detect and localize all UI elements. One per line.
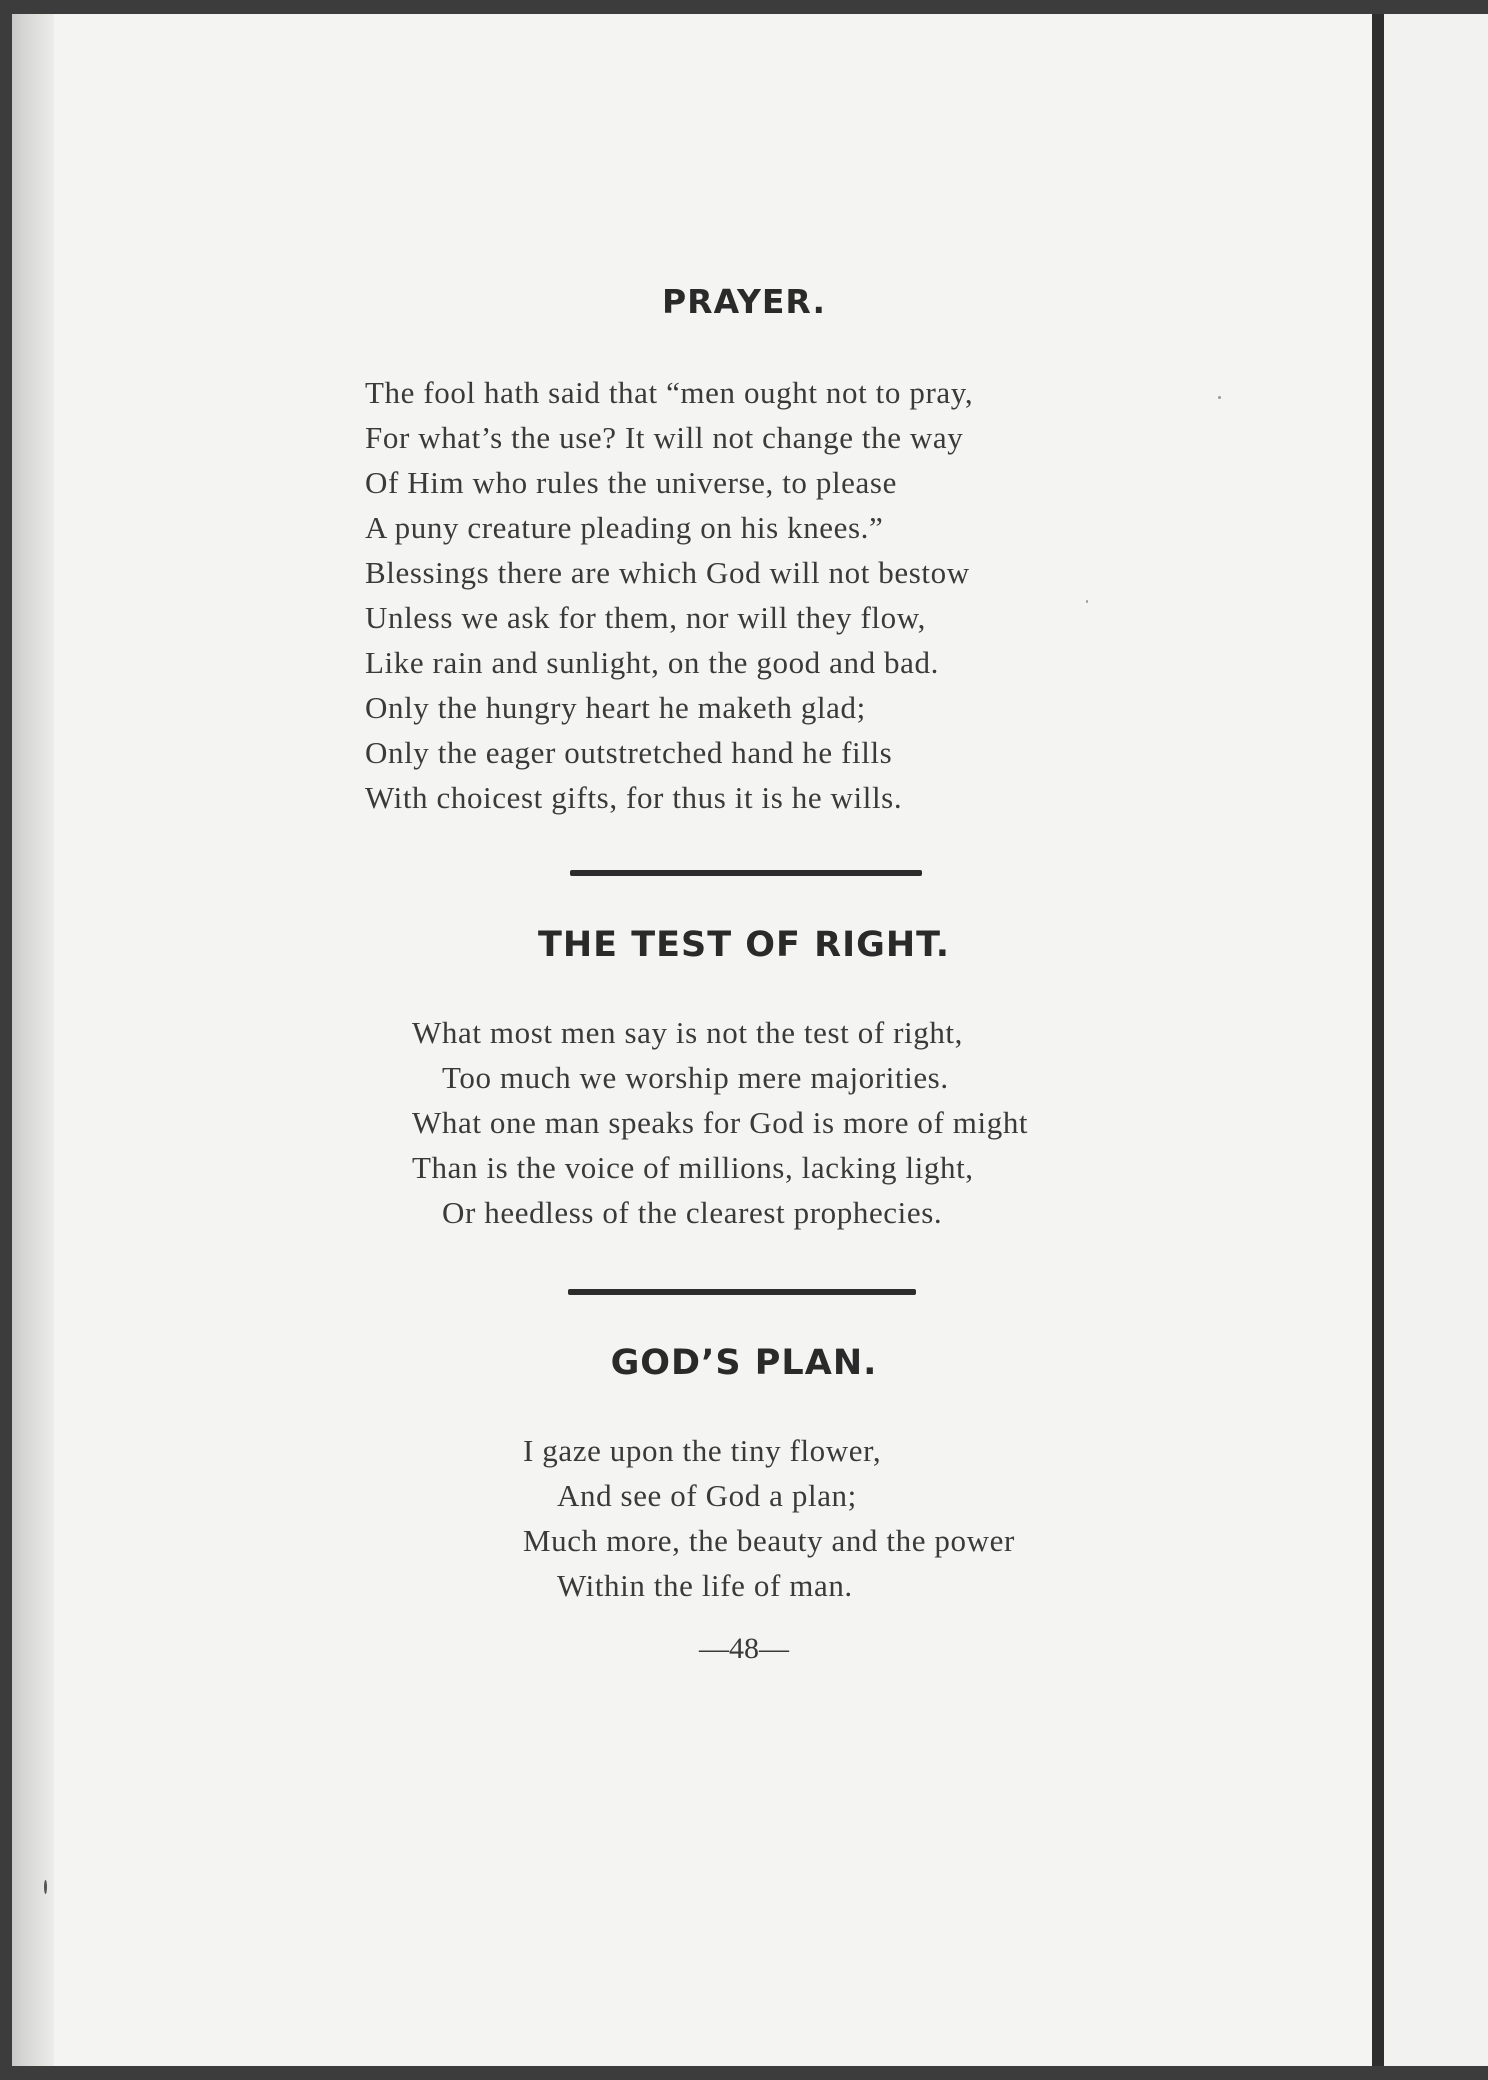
poem-line: Of Him who rules the universe, to please [365, 465, 897, 500]
poem-title-test-of-right: THE TEST OF RIGHT. [537, 925, 950, 965]
poem-line: A puny creature pleading on his knees.” [365, 510, 884, 545]
poem-line: Like rain and sunlight, on the good and bad. [365, 645, 939, 680]
section-divider [570, 870, 922, 876]
page-number: —48— [699, 1632, 789, 1665]
book-gutter [1372, 14, 1384, 2066]
poem-line: Than is the voice of millions, lacking light, [412, 1150, 974, 1185]
poem-line: For what’s the use? It will not change the way [365, 420, 964, 455]
poem-title-gods-plan: GOD’S PLAN. [610, 1343, 878, 1383]
poem-line: Unless we ask for them, nor will they flow, [365, 600, 927, 635]
scan-speck [1086, 600, 1088, 603]
poem-line: Blessings there are which God will not bestow [365, 555, 970, 590]
poem-line: What most men say is not the test of right, [412, 1015, 963, 1050]
poem-line: Too much we worship mere majorities. [442, 1060, 949, 1095]
poem-line: Only the eager outstretched hand he fills [365, 735, 893, 770]
page-edge-shadow [12, 14, 54, 2066]
scan-speck [44, 1880, 47, 1894]
facing-page-edge [1384, 14, 1488, 2066]
poem-line: Within the life of man. [557, 1568, 853, 1603]
poem-body-prayer [365, 370, 973, 820]
poem-line: With choicest gifts, for thus it is he wills. [365, 780, 903, 815]
section-divider [568, 1289, 916, 1295]
poem-line: I gaze upon the tiny flower, [523, 1433, 882, 1468]
poem-line: What one man speaks for God is more of might [412, 1105, 1029, 1140]
poem-line: Only the hungry heart he maketh glad; [365, 690, 866, 725]
poem-body-gods-plan [523, 1428, 1015, 1608]
poem-line: Or heedless of the clearest prophecies. [442, 1195, 943, 1230]
scan-speck [1218, 396, 1221, 399]
poem-body-test-of-right [412, 1010, 1028, 1235]
poem-title-prayer: PRAYER. [662, 282, 826, 321]
poem-line: The fool hath said that “men ought not to pray, [365, 375, 974, 410]
poem-line: And see of God a plan; [557, 1478, 857, 1513]
poem-line: Much more, the beauty and the power [523, 1523, 1015, 1558]
